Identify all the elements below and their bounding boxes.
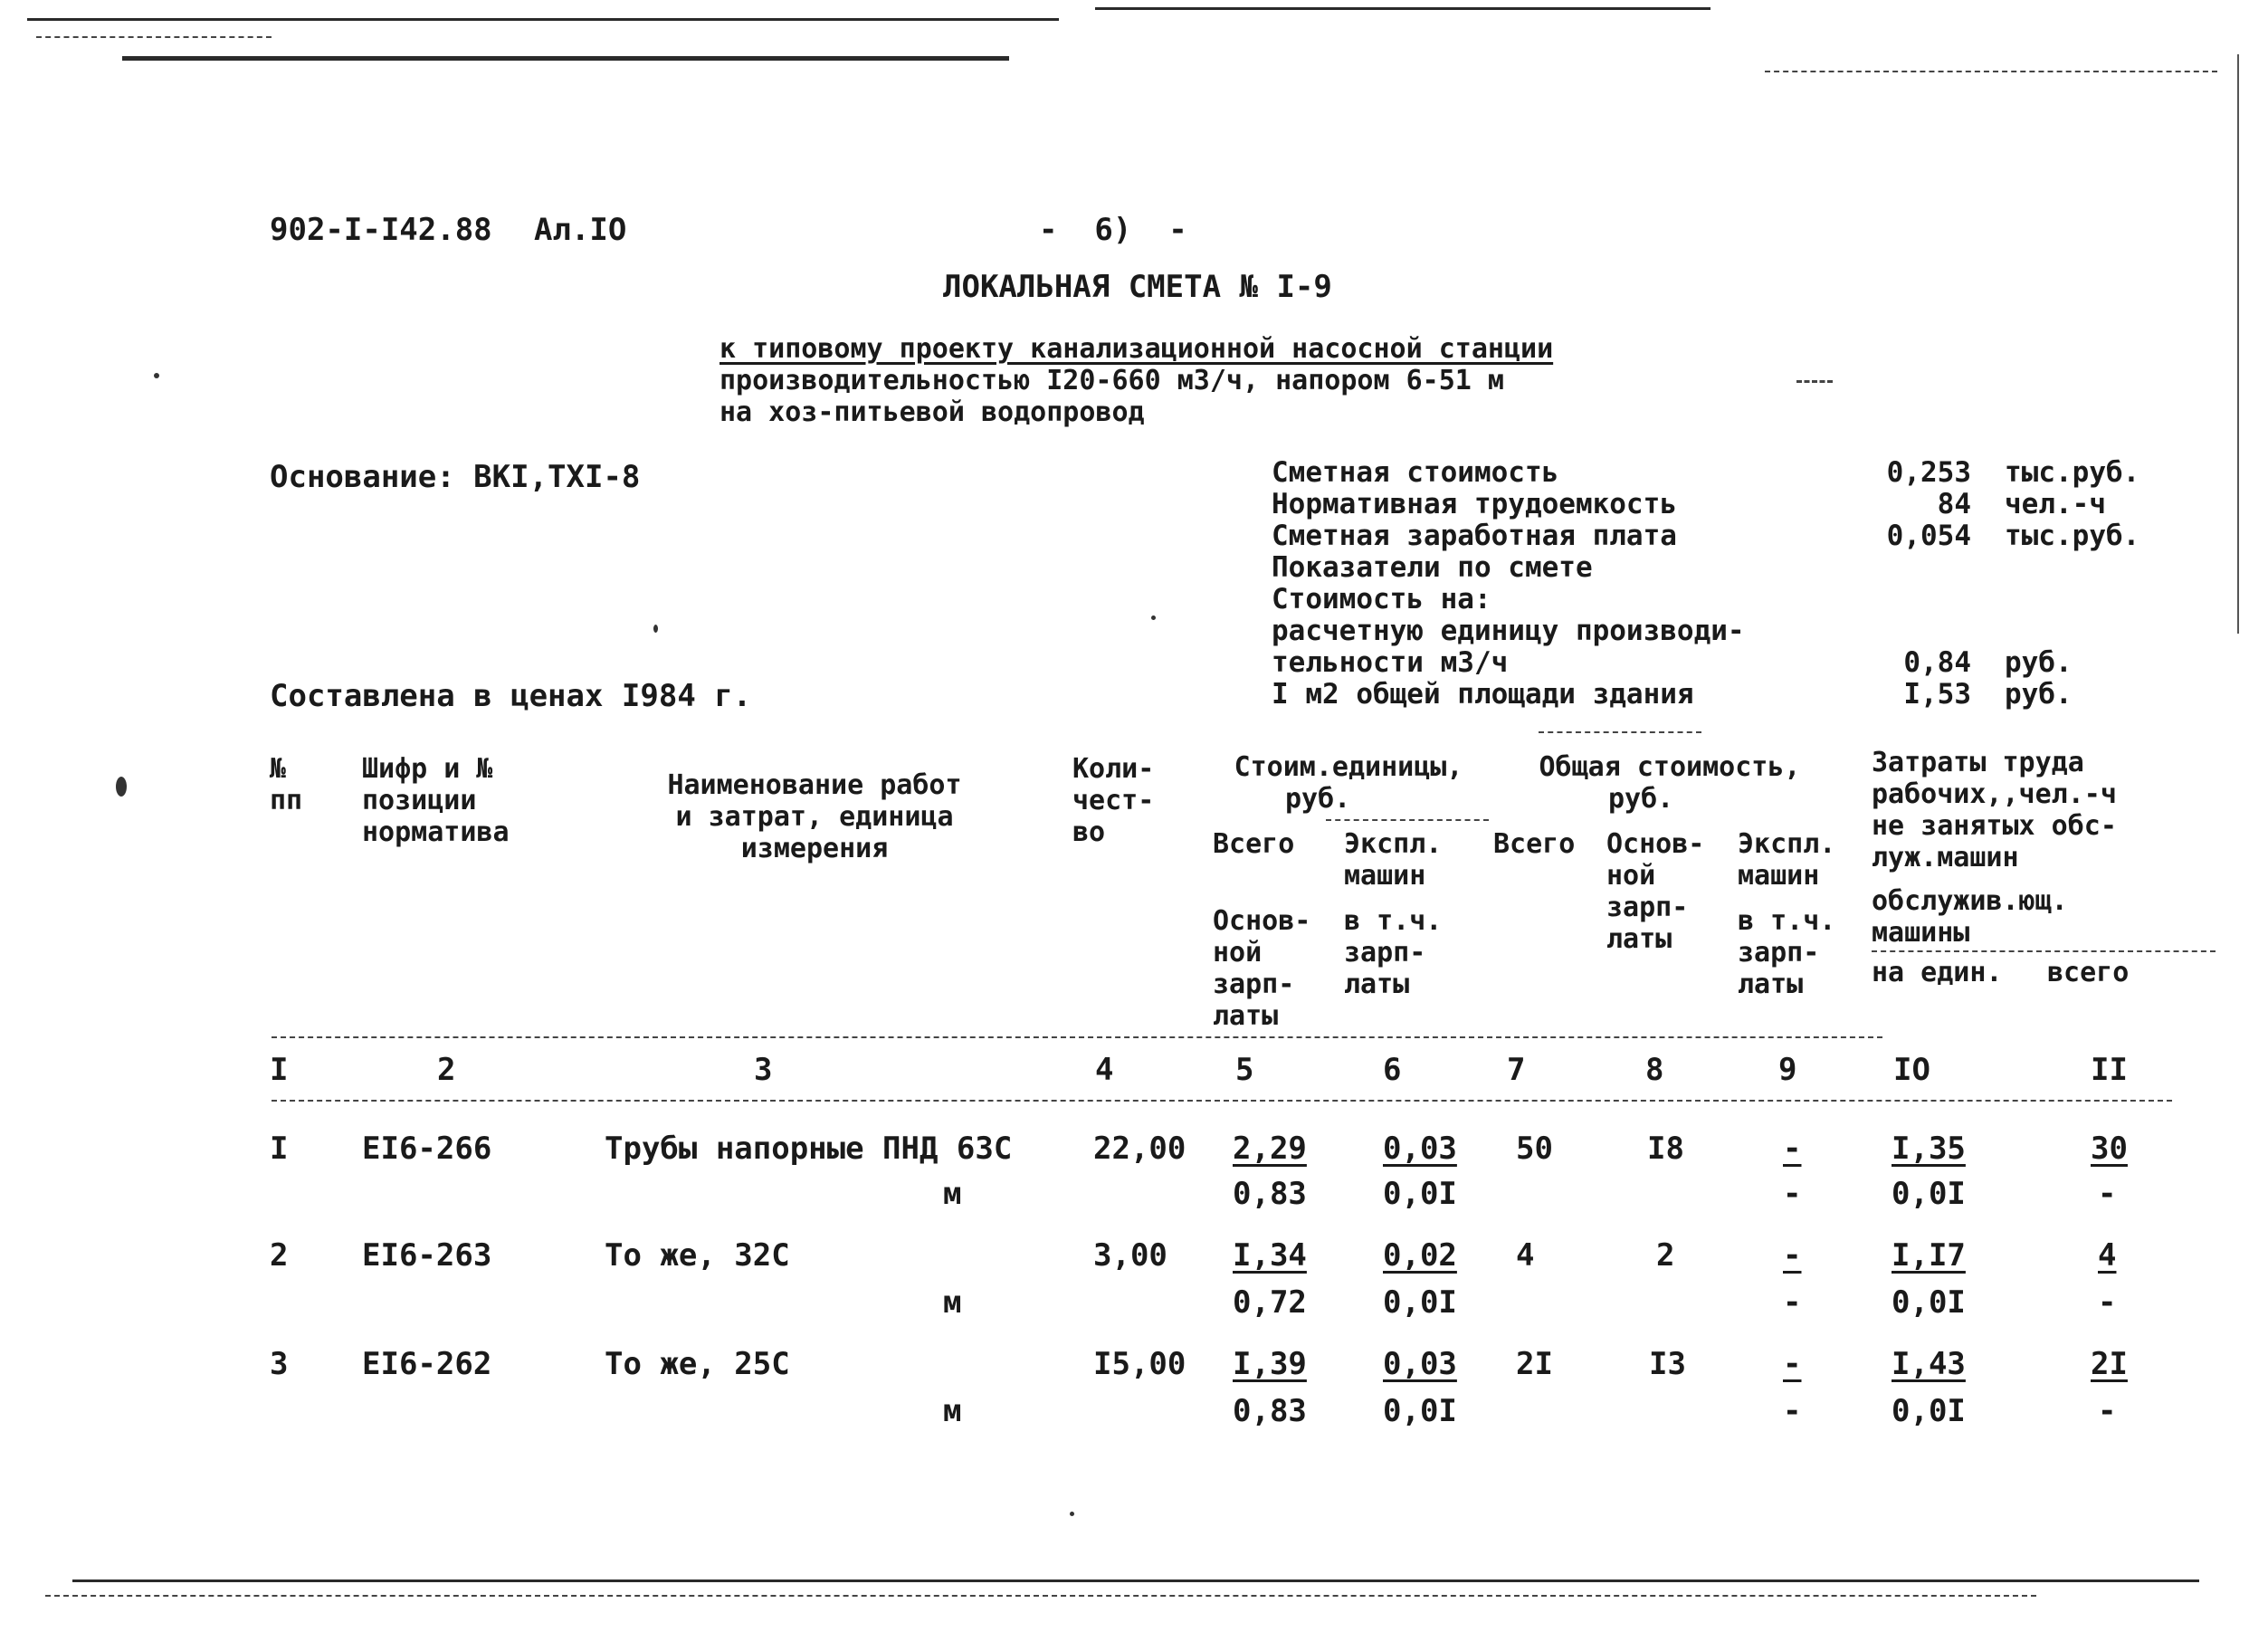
column-number: I bbox=[270, 1052, 289, 1088]
summary-value bbox=[1872, 552, 1971, 584]
document-title: ЛОКАЛЬНАЯ СМЕТА № I-9 bbox=[943, 269, 1332, 305]
column-number: IO bbox=[1893, 1052, 1930, 1088]
row-unit-machine-wages: 0,0I bbox=[1383, 1176, 1457, 1212]
summary-labels bbox=[1272, 457, 1745, 711]
column-number: 6 bbox=[1383, 1052, 1402, 1088]
header-line: обслужив.ющ. bbox=[1872, 885, 2068, 917]
summary-unit: руб. bbox=[2005, 646, 2073, 679]
header-line: ной bbox=[1606, 860, 1656, 892]
header-line: Экспл. bbox=[1344, 828, 1443, 860]
row-quantity: 3,00 bbox=[1093, 1237, 1167, 1274]
header-line: и затрат, единица bbox=[675, 801, 954, 833]
header-line: Стоим.единицы, bbox=[1234, 751, 1463, 783]
row-unit-cost-wages: 0,83 bbox=[1233, 1176, 1307, 1212]
row-labor-total: 2I bbox=[2091, 1346, 2128, 1382]
header-line: ной bbox=[1213, 937, 1263, 969]
header-line: не занятых обс- bbox=[1872, 810, 2117, 842]
row-quantity: 22,00 bbox=[1093, 1131, 1186, 1167]
header-line: в т.ч. bbox=[1738, 905, 1836, 937]
header-line: латы bbox=[1606, 923, 1672, 955]
scan-speck-3 bbox=[653, 625, 658, 633]
col-header-labor-mid bbox=[1872, 885, 2068, 949]
row-unit: м bbox=[943, 1284, 962, 1321]
row-code: ЕI6-262 bbox=[362, 1346, 492, 1382]
header-line: во bbox=[1072, 816, 1106, 848]
col-header-10: на един. bbox=[1872, 957, 2003, 988]
page-number: - 6) - bbox=[1039, 212, 1187, 248]
header-line: Затраты труда bbox=[1872, 747, 2084, 778]
col-header-number bbox=[270, 753, 302, 816]
summary-label: Показатели по смете bbox=[1272, 551, 1593, 584]
labor-header-divider bbox=[1872, 950, 2216, 952]
column-number: 2 bbox=[437, 1052, 456, 1088]
col-header-11: всего bbox=[2047, 957, 2130, 988]
header-line: зарп- bbox=[1738, 937, 1820, 969]
header-line: Шифр и № bbox=[362, 753, 493, 785]
top-border-rule bbox=[27, 18, 1059, 21]
col-header-5b bbox=[1213, 905, 1310, 1032]
summary-unit bbox=[2005, 552, 2139, 584]
scan-speck-5 bbox=[1070, 1512, 1074, 1516]
summary-value: I,53 bbox=[1903, 678, 1971, 711]
row-unit-machine: 0,03 bbox=[1383, 1131, 1457, 1167]
row-number: I bbox=[270, 1131, 289, 1167]
summary-unit bbox=[2005, 584, 2139, 616]
row-number: 2 bbox=[270, 1237, 289, 1274]
row-unit: м bbox=[943, 1176, 962, 1212]
scan-speck bbox=[116, 777, 127, 797]
header-line: машин bbox=[1738, 860, 1820, 892]
col-header-8 bbox=[1606, 828, 1704, 955]
row-unit-cost-total: 2,29 bbox=[1233, 1131, 1307, 1167]
summary-label: I м2 общей площади здания bbox=[1272, 678, 1694, 711]
col-header-9b bbox=[1738, 905, 1835, 1000]
column-number: II bbox=[2091, 1052, 2128, 1088]
row-unit-cost-wages: 0,83 bbox=[1233, 1393, 1307, 1429]
summary-unit: тыс.руб. bbox=[2005, 456, 2140, 489]
summary-label: расчетную единицу производи- bbox=[1272, 615, 1745, 647]
col-header-name bbox=[624, 769, 1005, 864]
header-line: Общая стоимость, bbox=[1539, 751, 1801, 783]
header-line: в т.ч. bbox=[1344, 905, 1443, 937]
header-line: зарп- bbox=[1213, 969, 1295, 1000]
row-total-machine-wages: - bbox=[1783, 1176, 1802, 1212]
row-name: Трубы напорные ПНД 63С bbox=[605, 1131, 1013, 1167]
summary-unit bbox=[2005, 616, 2139, 647]
col-header-labor bbox=[1872, 747, 2117, 873]
header-line: позиции bbox=[362, 785, 477, 816]
header-line: зарп- bbox=[1606, 892, 1689, 923]
column-number: 4 bbox=[1095, 1052, 1114, 1088]
top-border-rule-3 bbox=[122, 56, 1009, 61]
bottom-border-dash bbox=[45, 1595, 2036, 1597]
top-border-rule-2 bbox=[1095, 7, 1711, 10]
summary-value bbox=[1872, 616, 1971, 647]
header-line: рабочих,,чел.-ч bbox=[1872, 778, 2117, 810]
album-number: Ал.IO bbox=[534, 212, 627, 248]
column-number: 7 bbox=[1507, 1052, 1526, 1088]
row-quantity: I5,00 bbox=[1093, 1346, 1186, 1382]
document-code: 902-I-I42.88 bbox=[270, 212, 492, 248]
row-total-wages: 2 bbox=[1656, 1237, 1675, 1274]
row-unit-cost-total: I,39 bbox=[1233, 1346, 1307, 1382]
col-header-5a: Всего bbox=[1213, 828, 1295, 860]
row-labor-unit: I,I7 bbox=[1892, 1237, 1966, 1274]
col-header-6a bbox=[1344, 828, 1442, 892]
header-line: латы bbox=[1213, 1000, 1279, 1032]
basis-text: Основание: ВКI,ТХI-8 bbox=[270, 459, 641, 495]
scan-speck-4 bbox=[1151, 616, 1156, 620]
col-header-7: Всего bbox=[1493, 828, 1576, 860]
row-name: То же, 32С bbox=[605, 1237, 790, 1274]
header-line: чест- bbox=[1072, 785, 1155, 816]
scan-speck-2 bbox=[154, 373, 159, 378]
header-line: измерения bbox=[740, 833, 889, 864]
row-unit-machine: 0,03 bbox=[1383, 1346, 1457, 1382]
numbers-divider bbox=[272, 1100, 2172, 1102]
header-line: луж.машин bbox=[1872, 842, 2019, 873]
summary-unit: чел.-ч bbox=[2005, 488, 2106, 520]
subtitle-line: к типовому проекту канализационной насосной станции bbox=[719, 333, 1554, 365]
col-header-quantity bbox=[1072, 753, 1154, 848]
summary-label: тельности м3/ч bbox=[1272, 646, 1509, 679]
summary-value: 84 bbox=[1937, 488, 1971, 520]
header-line: зарп- bbox=[1344, 937, 1426, 969]
prices-year-text: Составлена в ценах I984 г. bbox=[270, 678, 752, 714]
unit-cost-underline bbox=[1326, 819, 1489, 821]
column-number: 8 bbox=[1645, 1052, 1664, 1088]
header-line: пп bbox=[270, 785, 303, 816]
row-unit-cost-wages: 0,72 bbox=[1233, 1284, 1307, 1321]
summary-value: 0,054 bbox=[1886, 520, 1971, 552]
col-header-9a bbox=[1738, 828, 1835, 892]
subtitle-line: производительностью I20-660 м3/ч, напором 6-51 м bbox=[719, 365, 1504, 396]
col-header-code bbox=[362, 753, 510, 848]
row-total-machine: - bbox=[1783, 1237, 1802, 1274]
row-total-machine-wages: - bbox=[1783, 1393, 1802, 1429]
row-labor-unit: I,43 bbox=[1892, 1346, 1966, 1382]
header-line: латы bbox=[1344, 969, 1410, 1000]
row-total-machine-wages: - bbox=[1783, 1284, 1802, 1321]
row-labor-unit: I,35 bbox=[1892, 1131, 1966, 1167]
row-total-wages: I8 bbox=[1647, 1131, 1684, 1167]
row-unit-machine-wages: 0,0I bbox=[1383, 1393, 1457, 1429]
row-labor-total: 4 bbox=[2098, 1237, 2117, 1274]
header-line: Коли- bbox=[1072, 753, 1155, 785]
summary-label: Сметная стоимость bbox=[1272, 456, 1559, 489]
row-total-machine: - bbox=[1783, 1346, 1802, 1382]
top-border-dash-2 bbox=[1765, 71, 2217, 72]
column-number: 9 bbox=[1778, 1052, 1797, 1088]
summary-label: Нормативная трудоемкость bbox=[1272, 488, 1677, 520]
col-header-6b bbox=[1344, 905, 1442, 1000]
header-line: руб. bbox=[1285, 783, 1351, 815]
row-labor-total: 30 bbox=[2091, 1131, 2128, 1167]
column-number: 5 bbox=[1235, 1052, 1254, 1088]
row-labor-total-machine: - bbox=[2098, 1176, 2117, 1212]
summary-units bbox=[2005, 457, 2139, 711]
row-unit-machine: 0,02 bbox=[1383, 1237, 1457, 1274]
header-line: руб. bbox=[1608, 783, 1674, 815]
row-labor-total-machine: - bbox=[2098, 1284, 2117, 1321]
header-line: латы bbox=[1738, 969, 1804, 1000]
row-code: ЕI6-263 bbox=[362, 1237, 492, 1274]
header-line: Основ- bbox=[1606, 828, 1705, 860]
row-total-wages: I3 bbox=[1649, 1346, 1686, 1382]
bottom-border-rule bbox=[72, 1579, 2199, 1582]
row-total-cost: 2I bbox=[1516, 1346, 1553, 1382]
row-unit: м bbox=[943, 1393, 962, 1429]
row-total-cost: 4 bbox=[1516, 1237, 1535, 1274]
summary-unit: руб. bbox=[2005, 678, 2073, 711]
col-header-unit-cost bbox=[1213, 751, 1484, 815]
summary-value: 0,253 bbox=[1886, 456, 1971, 489]
right-border-rule bbox=[2237, 54, 2239, 634]
header-top-dash bbox=[1539, 731, 1701, 733]
column-number: 3 bbox=[754, 1052, 773, 1088]
header-line: машин bbox=[1344, 860, 1426, 892]
header-line: норматива bbox=[362, 816, 510, 848]
row-code: ЕI6-266 bbox=[362, 1131, 492, 1167]
row-labor-total-machine: - bbox=[2098, 1393, 2117, 1429]
summary-values bbox=[1872, 457, 1971, 711]
summary-label: Сметная заработная плата bbox=[1272, 520, 1677, 552]
row-unit-cost-total: I,34 bbox=[1233, 1237, 1307, 1274]
row-labor-unit-machine: 0,0I bbox=[1892, 1176, 1966, 1212]
header-line: Наименование работ bbox=[667, 769, 962, 801]
subtitle-dash bbox=[1796, 380, 1833, 383]
header-line: Основ- bbox=[1213, 905, 1311, 937]
header-line: машины bbox=[1872, 917, 1970, 949]
col-header-total-cost bbox=[1507, 751, 1833, 815]
summary-label: Стоимость на: bbox=[1272, 583, 1491, 616]
row-number: 3 bbox=[270, 1346, 289, 1382]
subtitle-line: на хоз-питьевой водопровод bbox=[719, 396, 1145, 428]
header-line: Экспл. bbox=[1738, 828, 1836, 860]
row-labor-unit-machine: 0,0I bbox=[1892, 1284, 1966, 1321]
row-total-machine: - bbox=[1783, 1131, 1802, 1167]
summary-value bbox=[1872, 584, 1971, 616]
document-subtitle bbox=[719, 333, 1553, 428]
summary-value: 0,84 bbox=[1903, 646, 1971, 679]
row-total-cost: 50 bbox=[1516, 1131, 1553, 1167]
row-labor-unit-machine: 0,0I bbox=[1892, 1393, 1966, 1429]
row-name: То же, 25С bbox=[605, 1346, 790, 1382]
row-unit-machine-wages: 0,0I bbox=[1383, 1284, 1457, 1321]
header-line: № bbox=[270, 753, 287, 785]
summary-unit: тыс.руб. bbox=[2005, 520, 2140, 552]
top-border-dash bbox=[36, 36, 272, 38]
header-numbers-divider bbox=[272, 1036, 1882, 1038]
